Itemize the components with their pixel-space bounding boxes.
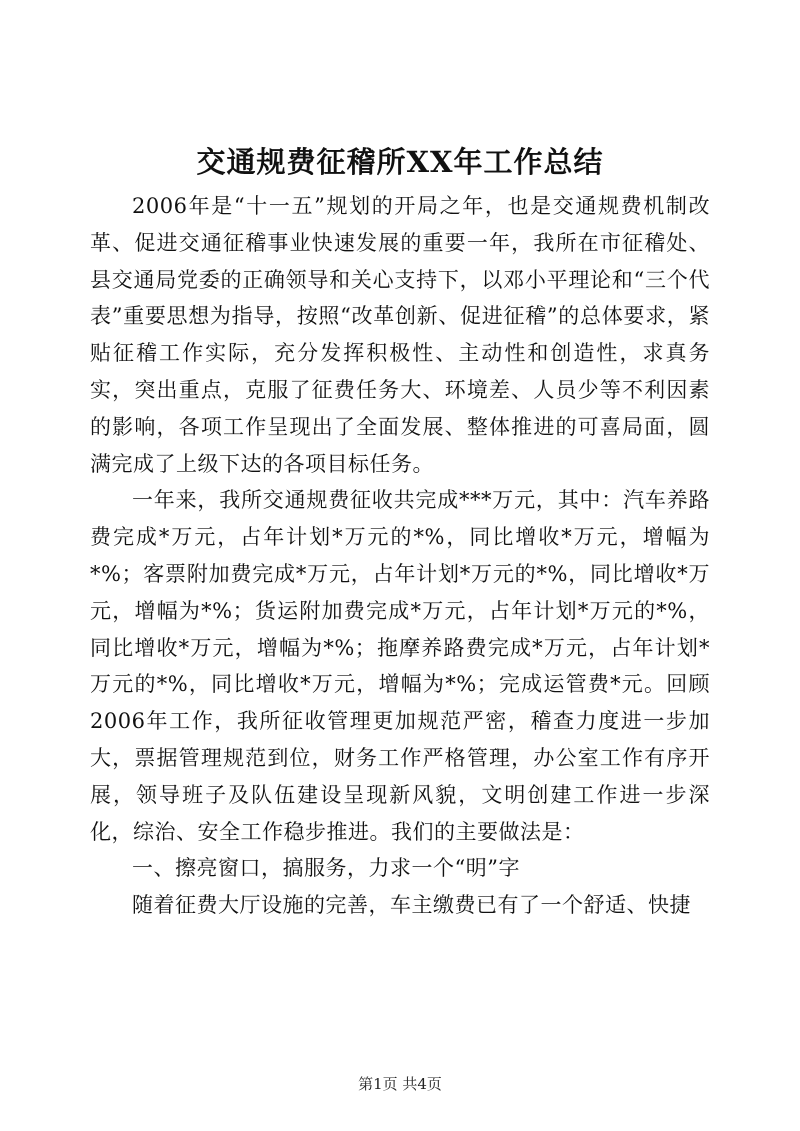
- paragraph-intro: 2006年是“十一五”规划的开局之年，也是交通规费机制改革、促进交通征稽事业快速发展的重要一年，我所在市征稽处、县交通局党委的正确领导和关心支持下，以邓小平理论和“三个代表”重要思想为指导，按照“改革创新、促进征稽”的总体要求，紧贴征稽工作实际，充分发挥积极性、主动性和创造性，求真务实，突出重点，克服了征费任务大、环境差、人员少等不利因素的影响，各项工作呈现出了全面发展、整体推进的可喜局面，圆满完成了上级下达的各项目标任务。: [90, 194, 710, 476]
- document-body: [90, 188, 710, 924]
- paragraph-achievements: 一年来，我所交通规费征收共完成***万元，其中：汽车养路费完成*万元，占年计划*万元的*%，同比增收*万元，增幅为*%；客票附加费完成*万元，占年计划*万元的*%，同比增收*万元，增幅为*%；货运附加费完成*万元，占年计划*万元的*%，同比增收*万元，增幅为*%；拖摩养路费完成*万元，占年计划*万元的*%，同比增收*万元，增幅为*%；完成运管费*元。回顾2006年工作，我所征收管理更加规范严密，稽查力度进一步加大，票据管理规范到位，财务工作严格管理，办公室工作有序开展，领导班子及队伍建设呈现新风貌，文明创建工作进一步深化，综治、安全工作稳步推进。我们的主要做法是：: [90, 488, 710, 844]
- paragraph-service: 随着征费大厅设施的完善，车主缴费已有了一个舒适、快捷: [132, 893, 691, 918]
- document-title: 交通规费征稽所XX年工作总结: [196, 145, 604, 179]
- page-number-footer: 第1页 共4页: [358, 1075, 442, 1093]
- section-heading-1: 一、擦亮窗口，搞服务，力求一个“明”字: [132, 856, 520, 881]
